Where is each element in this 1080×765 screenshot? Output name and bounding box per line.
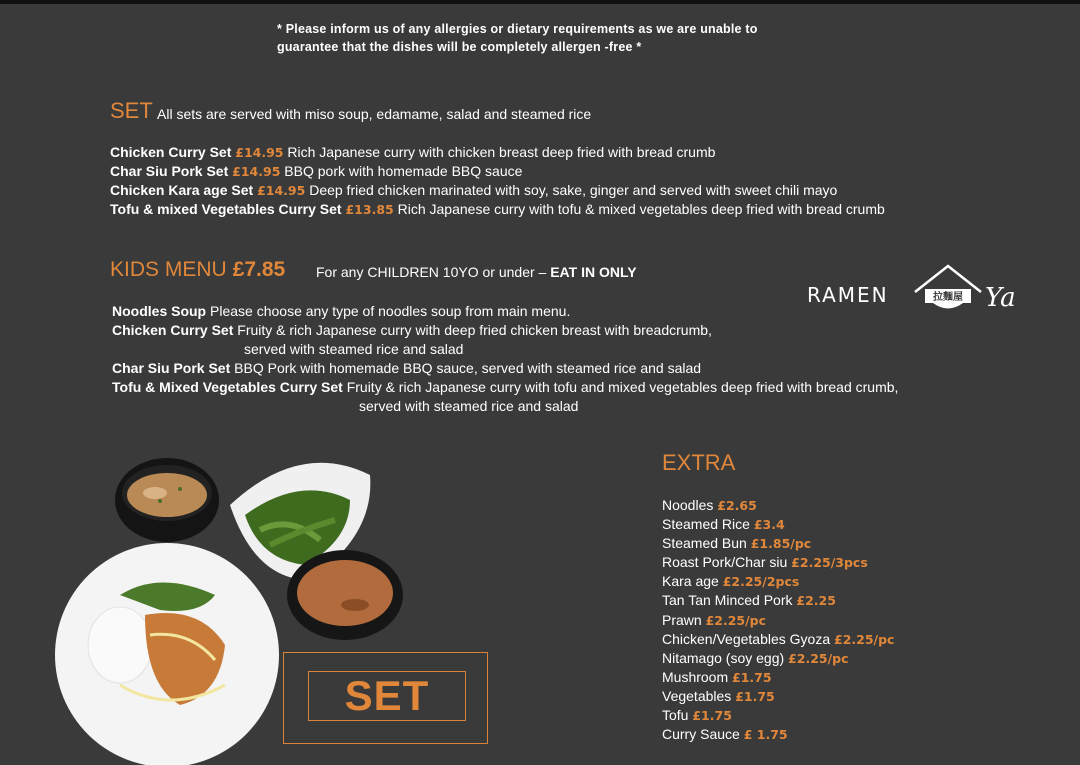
kids-item: [112, 378, 898, 397]
extra-item: [662, 496, 894, 515]
extra-item: [662, 649, 894, 668]
kids-item-desc: Please choose any type of noodles soup from main menu.: [210, 303, 571, 319]
kids-subtitle-text: For any CHILDREN 10YO or under –: [316, 264, 547, 280]
kids-item-desc: BBQ Pork with homemade BBQ sauce, served with steamed rice and salad: [234, 360, 702, 376]
set-item-price: £13.85: [345, 202, 394, 217]
kids-menu-title: [110, 258, 285, 282]
extra-item-name: Vegetables: [662, 687, 732, 704]
extra-item-price: £2.65: [717, 498, 757, 513]
kids-menu-label: KIDS MENU: [110, 258, 227, 281]
set-section-subtitle: All sets are served with miso soup, edamame, salad and steamed rice: [157, 106, 592, 122]
extra-item-price: £2.25/2pcs: [722, 574, 800, 590]
kids-item: [112, 302, 898, 321]
kids-item-name: Char Siu Pork Set: [112, 360, 231, 376]
extra-item-name: Curry Sauce: [662, 726, 740, 743]
extra-item: [662, 553, 894, 572]
extra-item: [662, 515, 894, 534]
set-item-price: £14.95: [257, 183, 306, 198]
allergy-notice: [277, 20, 877, 56]
extra-item-price: £3.4: [753, 517, 785, 533]
curry-sauce-bowl: [287, 550, 403, 640]
extra-item-price: £1.85/pc: [750, 536, 812, 552]
kids-item-desc-cont: served with steamed rice and salad: [244, 341, 464, 357]
kids-menu-subtitle: [316, 264, 637, 280]
extra-item: [662, 534, 894, 553]
set-item-name: Char Siu Pork Set: [110, 163, 229, 179]
extra-item-name: Kara age: [662, 573, 719, 590]
kids-menu-list: [112, 302, 898, 416]
extra-item-price: £2.25/pc: [834, 631, 895, 647]
kids-item-name: Chicken Curry Set: [112, 322, 234, 338]
logo-kanji-text: 拉麵屋: [933, 292, 963, 303]
extra-item-price: £2.25/pc: [705, 612, 767, 628]
extra-item: [662, 611, 894, 630]
set-item: [110, 162, 885, 181]
logo-ramen-text: RAMEN: [807, 283, 889, 307]
extra-item-name: Noodles: [662, 497, 714, 513]
kids-item-name: Noodles Soup: [112, 303, 207, 319]
extra-list: [662, 496, 894, 744]
extra-item-name: Prawn: [662, 611, 702, 628]
kids-item: [112, 321, 898, 340]
extra-item-name: Mushroom: [662, 668, 729, 685]
set-badge-frame: [283, 652, 488, 744]
extra-item-name: Chicken/Vegetables Gyoza: [662, 630, 831, 647]
chicken-rice-plate: [55, 543, 279, 765]
extra-item: [662, 687, 894, 706]
set-section-title: SET: [110, 98, 153, 123]
set-item: [110, 200, 885, 219]
kids-menu-price: £7.85: [232, 258, 286, 281]
kids-item: [112, 359, 898, 378]
extra-item: [662, 591, 894, 610]
extra-section-title: EXTRA: [662, 450, 736, 475]
set-item-desc: Rich Japanese curry with tofu & mixed vegetables deep fried with bread crumb: [397, 201, 885, 217]
extra-item-name: Steamed Bun: [662, 535, 747, 552]
set-item-price: £14.95: [235, 145, 284, 160]
top-border: [0, 0, 1080, 4]
kids-subtitle-eat-in: EAT IN ONLY: [550, 264, 637, 280]
extra-item-price: £2.25/pc: [788, 650, 849, 666]
extra-item-name: Tan Tan Minced Pork: [662, 592, 793, 609]
house-bowl-icon: [915, 266, 981, 309]
extra-item: [662, 572, 894, 591]
extra-item-name: Roast Pork/Char siu: [662, 554, 788, 571]
extra-item-price: £ 1.75: [743, 727, 788, 743]
set-item-desc: BBQ pork with homemade BBQ sauce: [284, 163, 523, 179]
extra-item-price: £1.75: [735, 688, 775, 704]
ramen-ya-logo: [805, 262, 1035, 322]
extra-item: [662, 630, 894, 649]
kids-item-desc-cont: served with steamed rice and salad: [359, 398, 579, 414]
set-item-name: Chicken Curry Set: [110, 144, 232, 160]
set-item-name: Tofu & mixed Vegetables Curry Set: [110, 201, 342, 217]
extra-item-price: £1.75: [692, 708, 732, 724]
set-item-price: £14.95: [232, 164, 281, 179]
set-item-desc: Deep fried chicken marinated with soy, sake, ginger and served with sweet chili mayo: [309, 182, 838, 198]
extra-item-price: £2.25: [796, 593, 836, 609]
extra-item: [662, 725, 894, 744]
extra-item-name: Tofu: [662, 707, 689, 724]
extra-item-price: £1.75: [732, 669, 772, 685]
set-item-name: Chicken Kara age Set: [110, 182, 254, 198]
set-item: [110, 143, 885, 162]
kids-item-name: Tofu & Mixed Vegetables Curry Set: [112, 379, 343, 395]
kids-item-desc: Fruity & rich Japanese curry with deep fried chicken breast with breadcrumb,: [237, 322, 712, 338]
set-item: [110, 181, 885, 200]
kids-item-desc: Fruity & rich Japanese curry with tofu and mixed vegetables deep fried with bread crumb,: [346, 379, 899, 395]
set-badge-label: SET: [308, 671, 466, 721]
extra-item-name: Nitamago (soy egg): [662, 649, 785, 666]
allergy-line-1: * Please inform us of any allergies or dietary requirements as we are unable to: [277, 22, 758, 36]
extra-item: [662, 706, 894, 725]
miso-soup-bowl: [115, 458, 219, 542]
set-menu-list: [110, 143, 885, 219]
logo-ya-text: Ya: [985, 283, 1016, 313]
extra-item: [662, 668, 894, 687]
extra-item-price: £2.25/3pcs: [791, 555, 868, 571]
set-item-desc: Rich Japanese curry with chicken breast deep fried with bread crumb: [287, 144, 716, 160]
allergy-line-2: guarantee that the dishes will be completely allergen -free *: [277, 40, 642, 54]
extra-item-name: Steamed Rice: [662, 516, 750, 533]
